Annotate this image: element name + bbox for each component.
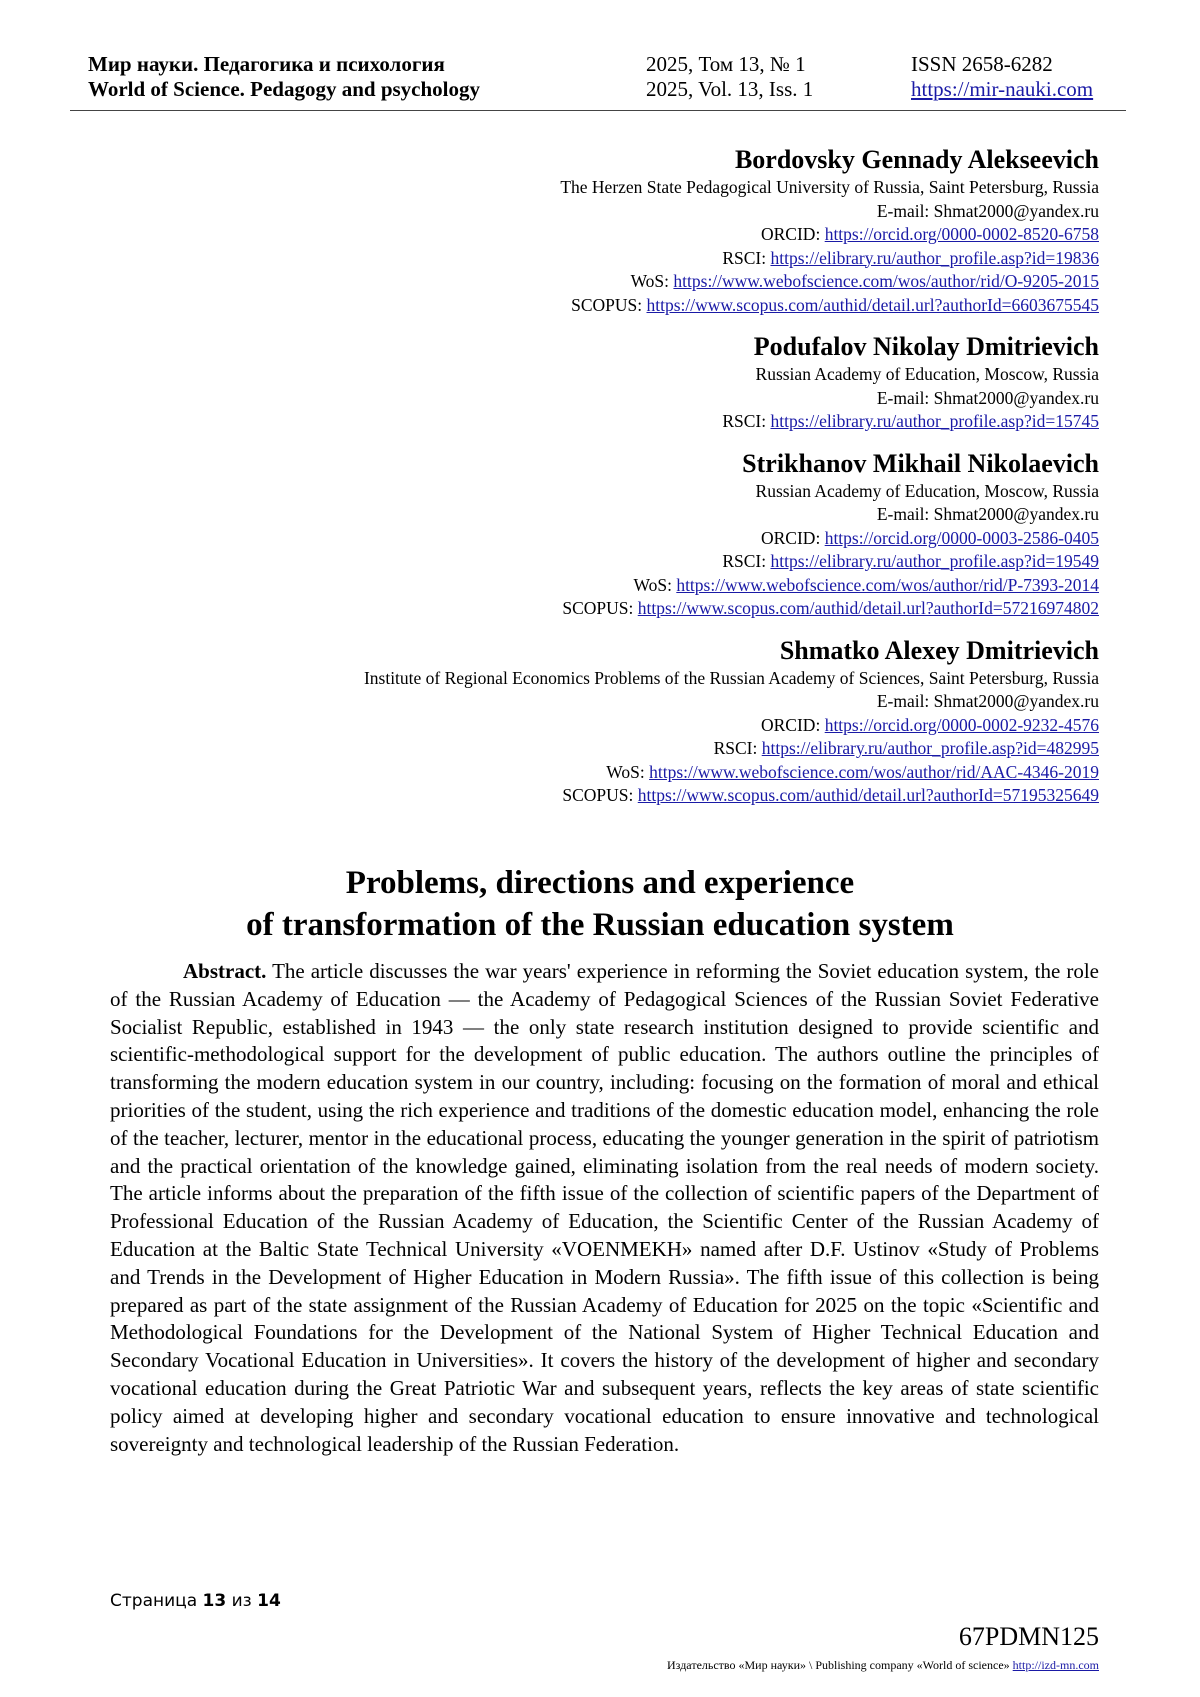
- author-id-row: [200, 597, 1099, 621]
- author-id-row: [200, 574, 1099, 598]
- author-email: E-mail: Shmat2000@yandex.ru: [876, 504, 1099, 524]
- author-id-link[interactable]: https://www.webofscience.com/wos/author/rid/P-7393-2014: [676, 574, 1099, 595]
- author-id-label: RSCI:: [722, 247, 771, 268]
- authors-block: [200, 144, 1099, 822]
- author-id-row: [200, 714, 1099, 738]
- author-id-link[interactable]: https://elibrary.ru/author_profile.asp?id=482995: [761, 738, 1099, 758]
- publisher-link[interactable]: http://izd-mn.com: [1012, 1658, 1099, 1672]
- abstract: [110, 958, 1099, 1458]
- issue-ru: 2025, Том 13, № 1: [646, 52, 806, 76]
- author-affiliation: Russian Academy of Education, Moscow, Russia: [755, 364, 1099, 384]
- author-id-link[interactable]: https://orcid.org/0000-0002-9232-4576: [824, 714, 1099, 735]
- article-title-line-1: Problems, directions and experience: [345, 865, 855, 901]
- journal-title-ru: Мир науки. Педагогика и психология: [88, 52, 445, 76]
- author-id-link[interactable]: https://elibrary.ru/author_profile.asp?id=19549: [770, 551, 1099, 571]
- author-name: Shmatko Alexey Dmitrievich: [779, 635, 1099, 665]
- page-separator: из: [226, 1591, 258, 1611]
- abstract-text: The article discusses the war years' experience in reforming the Soviet education system, the role of the Russian Academy of Education — the Academy of Pedagogical Sciences of the Russian Soviet Federative Socialist Republic, established in 1943 — the only state research institution designed to provide scientific and scientific-methodological support for the development of public education. The authors outline the principles of transforming the modern education system in our country, including: focusing on the formation of moral and ethical priorities of the student, using the rich experience and traditions of the domestic education model, enhancing the role of the teacher, lecturer, mentor in the educational process, educating the younger generation in the spirit of patriotism and the practical orientation of the knowledge gained, eliminating isolation from the real needs of modern society. The article informs about the preparation of the fifth issue of the collection of scientific papers of the Department of Professional Education of the Russian Academy of Education, the Scientific Center of the Russian Academy of Education at the Baltic State Technical University «VOENMEKH» named after D.F. Ustinov «Study of Problems and Trends in the Development of Higher Education in Modern Russia». The fifth issue of this collection is being prepared as part of the state assignment of the Russian Academy of Education for 2025 on the topic «Scientific and Methodological Foundations for the Development of the National System of Higher Technical Education and Secondary Vocational Education in Universities». It covers the history of the development of higher and secondary vocational education during the Great Patriotic War and subsequent years, reflects the key areas of state scientific policy aimed at developing higher and secondary vocational education to ensure innovative and technological sovereignty and technological leadership of the Russian Federation.: [110, 959, 1100, 1456]
- author-id-row: [200, 294, 1099, 318]
- author-affiliation: Russian Academy of Education, Moscow, Russia: [755, 480, 1099, 501]
- journal-site-link[interactable]: https://mir-nauki.com: [911, 77, 1094, 101]
- author-name: Podufalov Nikolay Dmitrievich: [753, 332, 1099, 361]
- author-email: E-mail: Shmat2000@yandex.ru: [876, 387, 1099, 408]
- author-id-link[interactable]: https://www.webofscience.com/wos/author/rid/O-9205-2015: [673, 271, 1099, 291]
- issue-block: [646, 52, 813, 102]
- page-current: 13: [202, 1591, 227, 1611]
- author-id-label: RSCI:: [713, 738, 762, 758]
- article-title: [70, 862, 1130, 946]
- author-id-link[interactable]: https://orcid.org/0000-0003-2586-0405: [824, 527, 1099, 548]
- author-id-label: SCOPUS:: [571, 294, 647, 315]
- author-id-link[interactable]: https://elibrary.ru/author_profile.asp?id=15745: [770, 411, 1099, 431]
- author-id-label: RSCI:: [722, 551, 771, 571]
- author-id-label: WoS:: [630, 271, 674, 291]
- publisher-text: Издательство «Мир науки» \ Publishing company «World of science»: [667, 1658, 1013, 1672]
- article-code: 67PDMN125: [958, 1622, 1099, 1651]
- author-id-row: [200, 737, 1099, 761]
- article-title-line-2: of transformation of the Russian education system: [246, 907, 954, 943]
- journal-title-en: World of Science. Pedagogy and psychology: [88, 77, 481, 101]
- author-id-label: SCOPUS:: [562, 598, 638, 618]
- author-block: [200, 144, 1099, 317]
- author-affiliation: The Herzen State Pedagogical University of Russia, Saint Petersburg, Russia: [560, 177, 1099, 197]
- author-id-label: WoS:: [606, 761, 650, 782]
- header-divider: [70, 110, 1126, 111]
- author-id-label: RSCI:: [722, 411, 771, 431]
- page-number: [110, 1591, 281, 1611]
- author-id-row: [200, 527, 1099, 551]
- author-id-link[interactable]: https://www.scopus.com/authid/detail.url?authorId=57216974802: [637, 598, 1099, 618]
- author-affiliation: Institute of Regional Economics Problems of the Russian Academy of Sciences, Saint Petersburg, Russia: [363, 667, 1099, 688]
- author-id-row: [200, 761, 1099, 785]
- author-id-label: SCOPUS:: [562, 785, 638, 805]
- author-id-row: [200, 550, 1099, 574]
- author-id-row: [200, 247, 1099, 271]
- abstract-label: Abstract.: [183, 959, 267, 983]
- author-id-row: [200, 270, 1099, 294]
- author-email: E-mail: Shmat2000@yandex.ru: [876, 691, 1099, 711]
- author-id-label: ORCID:: [761, 714, 825, 735]
- author-id-link[interactable]: https://www.scopus.com/authid/detail.url?authorId=6603675545: [646, 294, 1099, 315]
- author-email: E-mail: Shmat2000@yandex.ru: [876, 200, 1099, 221]
- author-id-label: ORCID:: [761, 224, 825, 244]
- author-id-link[interactable]: https://www.scopus.com/authid/detail.url?authorId=57195325649: [637, 785, 1099, 805]
- journal-title-block: [88, 52, 480, 102]
- author-block: [200, 448, 1099, 621]
- author-id-link[interactable]: https://www.webofscience.com/wos/author/rid/AAC-4346-2019: [649, 761, 1099, 782]
- author-id-row: [200, 784, 1099, 808]
- issue-en: 2025, Vol. 13, Iss. 1: [646, 77, 814, 101]
- author-id-label: WoS:: [633, 574, 677, 595]
- issn-block: [911, 52, 1093, 102]
- publisher-line: [667, 1658, 1099, 1673]
- issn: ISSN 2658-6282: [911, 52, 1053, 76]
- author-name: Strikhanov Mikhail Nikolaevich: [742, 448, 1099, 478]
- author-id-link[interactable]: https://orcid.org/0000-0002-8520-6758: [824, 224, 1099, 244]
- author-id-row: [200, 223, 1099, 247]
- page-total: 14: [257, 1591, 281, 1611]
- author-id-link[interactable]: https://elibrary.ru/author_profile.asp?id=19836: [770, 247, 1099, 268]
- author-id-row: [200, 410, 1099, 434]
- page-prefix: Страница: [110, 1591, 203, 1611]
- author-block: [200, 331, 1099, 434]
- author-block: [200, 635, 1099, 808]
- author-id-label: ORCID:: [761, 527, 825, 548]
- author-name: Bordovsky Gennady Alekseevich: [734, 145, 1099, 174]
